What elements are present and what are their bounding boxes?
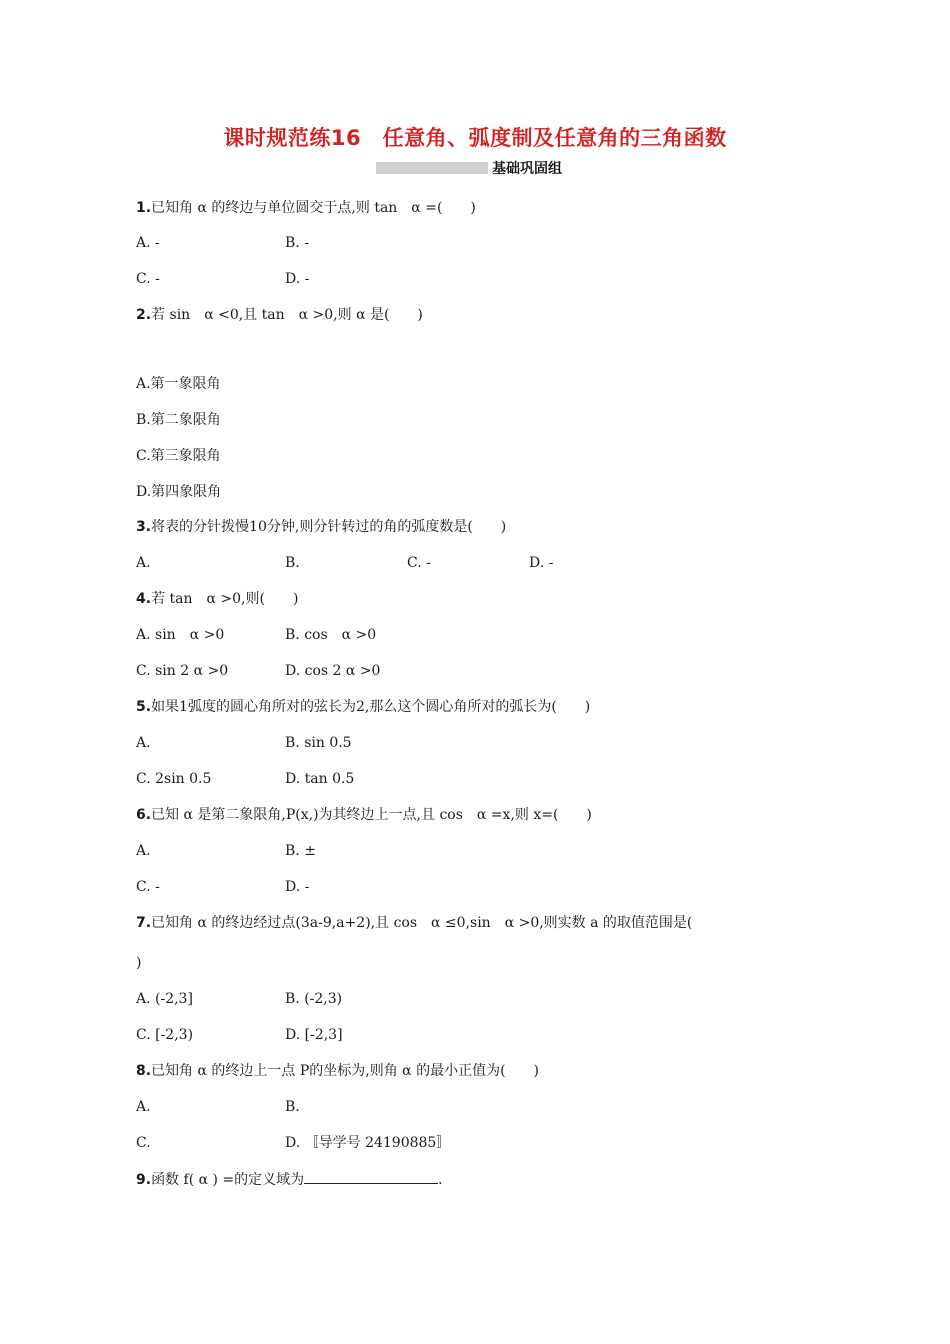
- question-text: 已知角 α 的终边上一点 P的坐标为,则角 α 的最小正值为( ): [151, 1063, 540, 1079]
- option-a: A.: [136, 555, 151, 571]
- option-a: A.: [136, 735, 151, 751]
- answer-blank: [304, 1169, 438, 1184]
- option-d: D. 〚导学号 24190885〛: [285, 1135, 451, 1151]
- options-row: [136, 877, 310, 897]
- option-b: B.: [285, 1099, 300, 1115]
- question-number: 9.: [136, 1172, 152, 1188]
- question-text: 如果1弧度的圆心角所对的弦长为2,那么这个圆心角所对的弧长为( ): [151, 699, 591, 715]
- question-number: 5.: [136, 699, 152, 715]
- options-row: [136, 1133, 451, 1153]
- options-row: [136, 233, 309, 253]
- option-a: A.: [136, 1099, 151, 1115]
- option-b: B. ±: [285, 843, 316, 859]
- option-a: A. sin α >0: [136, 627, 225, 643]
- option-c: C. -: [407, 555, 431, 571]
- option-a: A. -: [136, 235, 160, 251]
- option-a: A.第一象限角: [136, 376, 221, 392]
- section-bar: [376, 162, 488, 174]
- question-6: [136, 805, 592, 825]
- question-text: 若 sin α <0,且 tan α >0,则 α 是( ): [151, 307, 423, 323]
- option-b: B. (-2,3): [285, 991, 343, 1007]
- options-row: [136, 1097, 300, 1117]
- question-2: [136, 305, 423, 325]
- option-b: B.第二象限角: [136, 412, 221, 428]
- option-a: A. (-2,3]: [136, 991, 193, 1007]
- option-c: C.: [136, 1135, 151, 1151]
- question-number: 8.: [136, 1063, 152, 1079]
- option-b: B. sin 0.5: [285, 735, 352, 751]
- option-d: D. -: [285, 879, 310, 895]
- option-b: B. -: [285, 235, 309, 251]
- question-number: 7.: [136, 915, 152, 931]
- option-d: D. -: [529, 555, 554, 571]
- question-number: 3.: [136, 519, 152, 535]
- option-a: A.: [136, 843, 151, 859]
- options-row: [136, 553, 554, 573]
- question-text: 已知 α 是第二象限角,P(x,)为其终边上一点,且 cos α =x,则 x=( ): [151, 807, 592, 823]
- option-b: B.: [285, 555, 300, 571]
- question-5: [136, 697, 590, 717]
- option-c: C. [-2,3): [136, 1027, 194, 1043]
- question-text-continued: ): [136, 955, 142, 971]
- question-text: 将表的分针拨慢10分钟,则分针转过的角的弧度数是( ): [151, 519, 507, 535]
- option-d: D. [-2,3]: [285, 1027, 343, 1043]
- question-text: 函数 f( α ) =的定义域为: [151, 1172, 305, 1188]
- options-row: [136, 625, 377, 645]
- option-d: D. cos 2 α >0: [285, 663, 381, 679]
- question-text: 已知角 α 的终边经过点(3a-9,a+2),且 cos α ≤0,sin α >0,则实数 a 的取值范围是(: [151, 915, 693, 931]
- page-title: 课时规范练16 任意角、弧度制及任意角的三角函数: [223, 126, 727, 150]
- question-9: [136, 1169, 443, 1190]
- question-text: 已知角 α 的终边与单位圆交于点,则 tan α =( ): [151, 200, 476, 216]
- options-row: [136, 733, 352, 753]
- option-c: C. -: [136, 271, 160, 287]
- question-number: 1.: [136, 200, 152, 216]
- options-row: [136, 769, 355, 789]
- options-row: [136, 1025, 343, 1045]
- option-c: C. sin 2 α >0: [136, 663, 229, 679]
- options-row: [136, 989, 343, 1009]
- question-7: [136, 913, 692, 933]
- question-number: 2.: [136, 307, 152, 323]
- options-row: [136, 841, 316, 861]
- question-1: [136, 198, 476, 218]
- option-c: C. 2sin 0.5: [136, 771, 212, 787]
- option-c: C. -: [136, 879, 160, 895]
- option-b: B. cos α >0: [285, 627, 377, 643]
- question-number: 6.: [136, 807, 152, 823]
- question-number: 4.: [136, 591, 152, 607]
- question-4: [136, 589, 298, 609]
- options-row: [136, 661, 381, 681]
- question-8: [136, 1061, 539, 1081]
- option-d: D. -: [285, 271, 310, 287]
- question-tail: .: [438, 1172, 443, 1188]
- question-3: [136, 517, 506, 537]
- section-label: 基础巩固组: [492, 161, 562, 177]
- question-text: 若 tan α >0,则( ): [151, 591, 299, 607]
- options-row: [136, 269, 310, 289]
- option-d: D.第四象限角: [136, 484, 222, 500]
- option-d: D. tan 0.5: [285, 771, 355, 787]
- option-c: C.第三象限角: [136, 448, 221, 464]
